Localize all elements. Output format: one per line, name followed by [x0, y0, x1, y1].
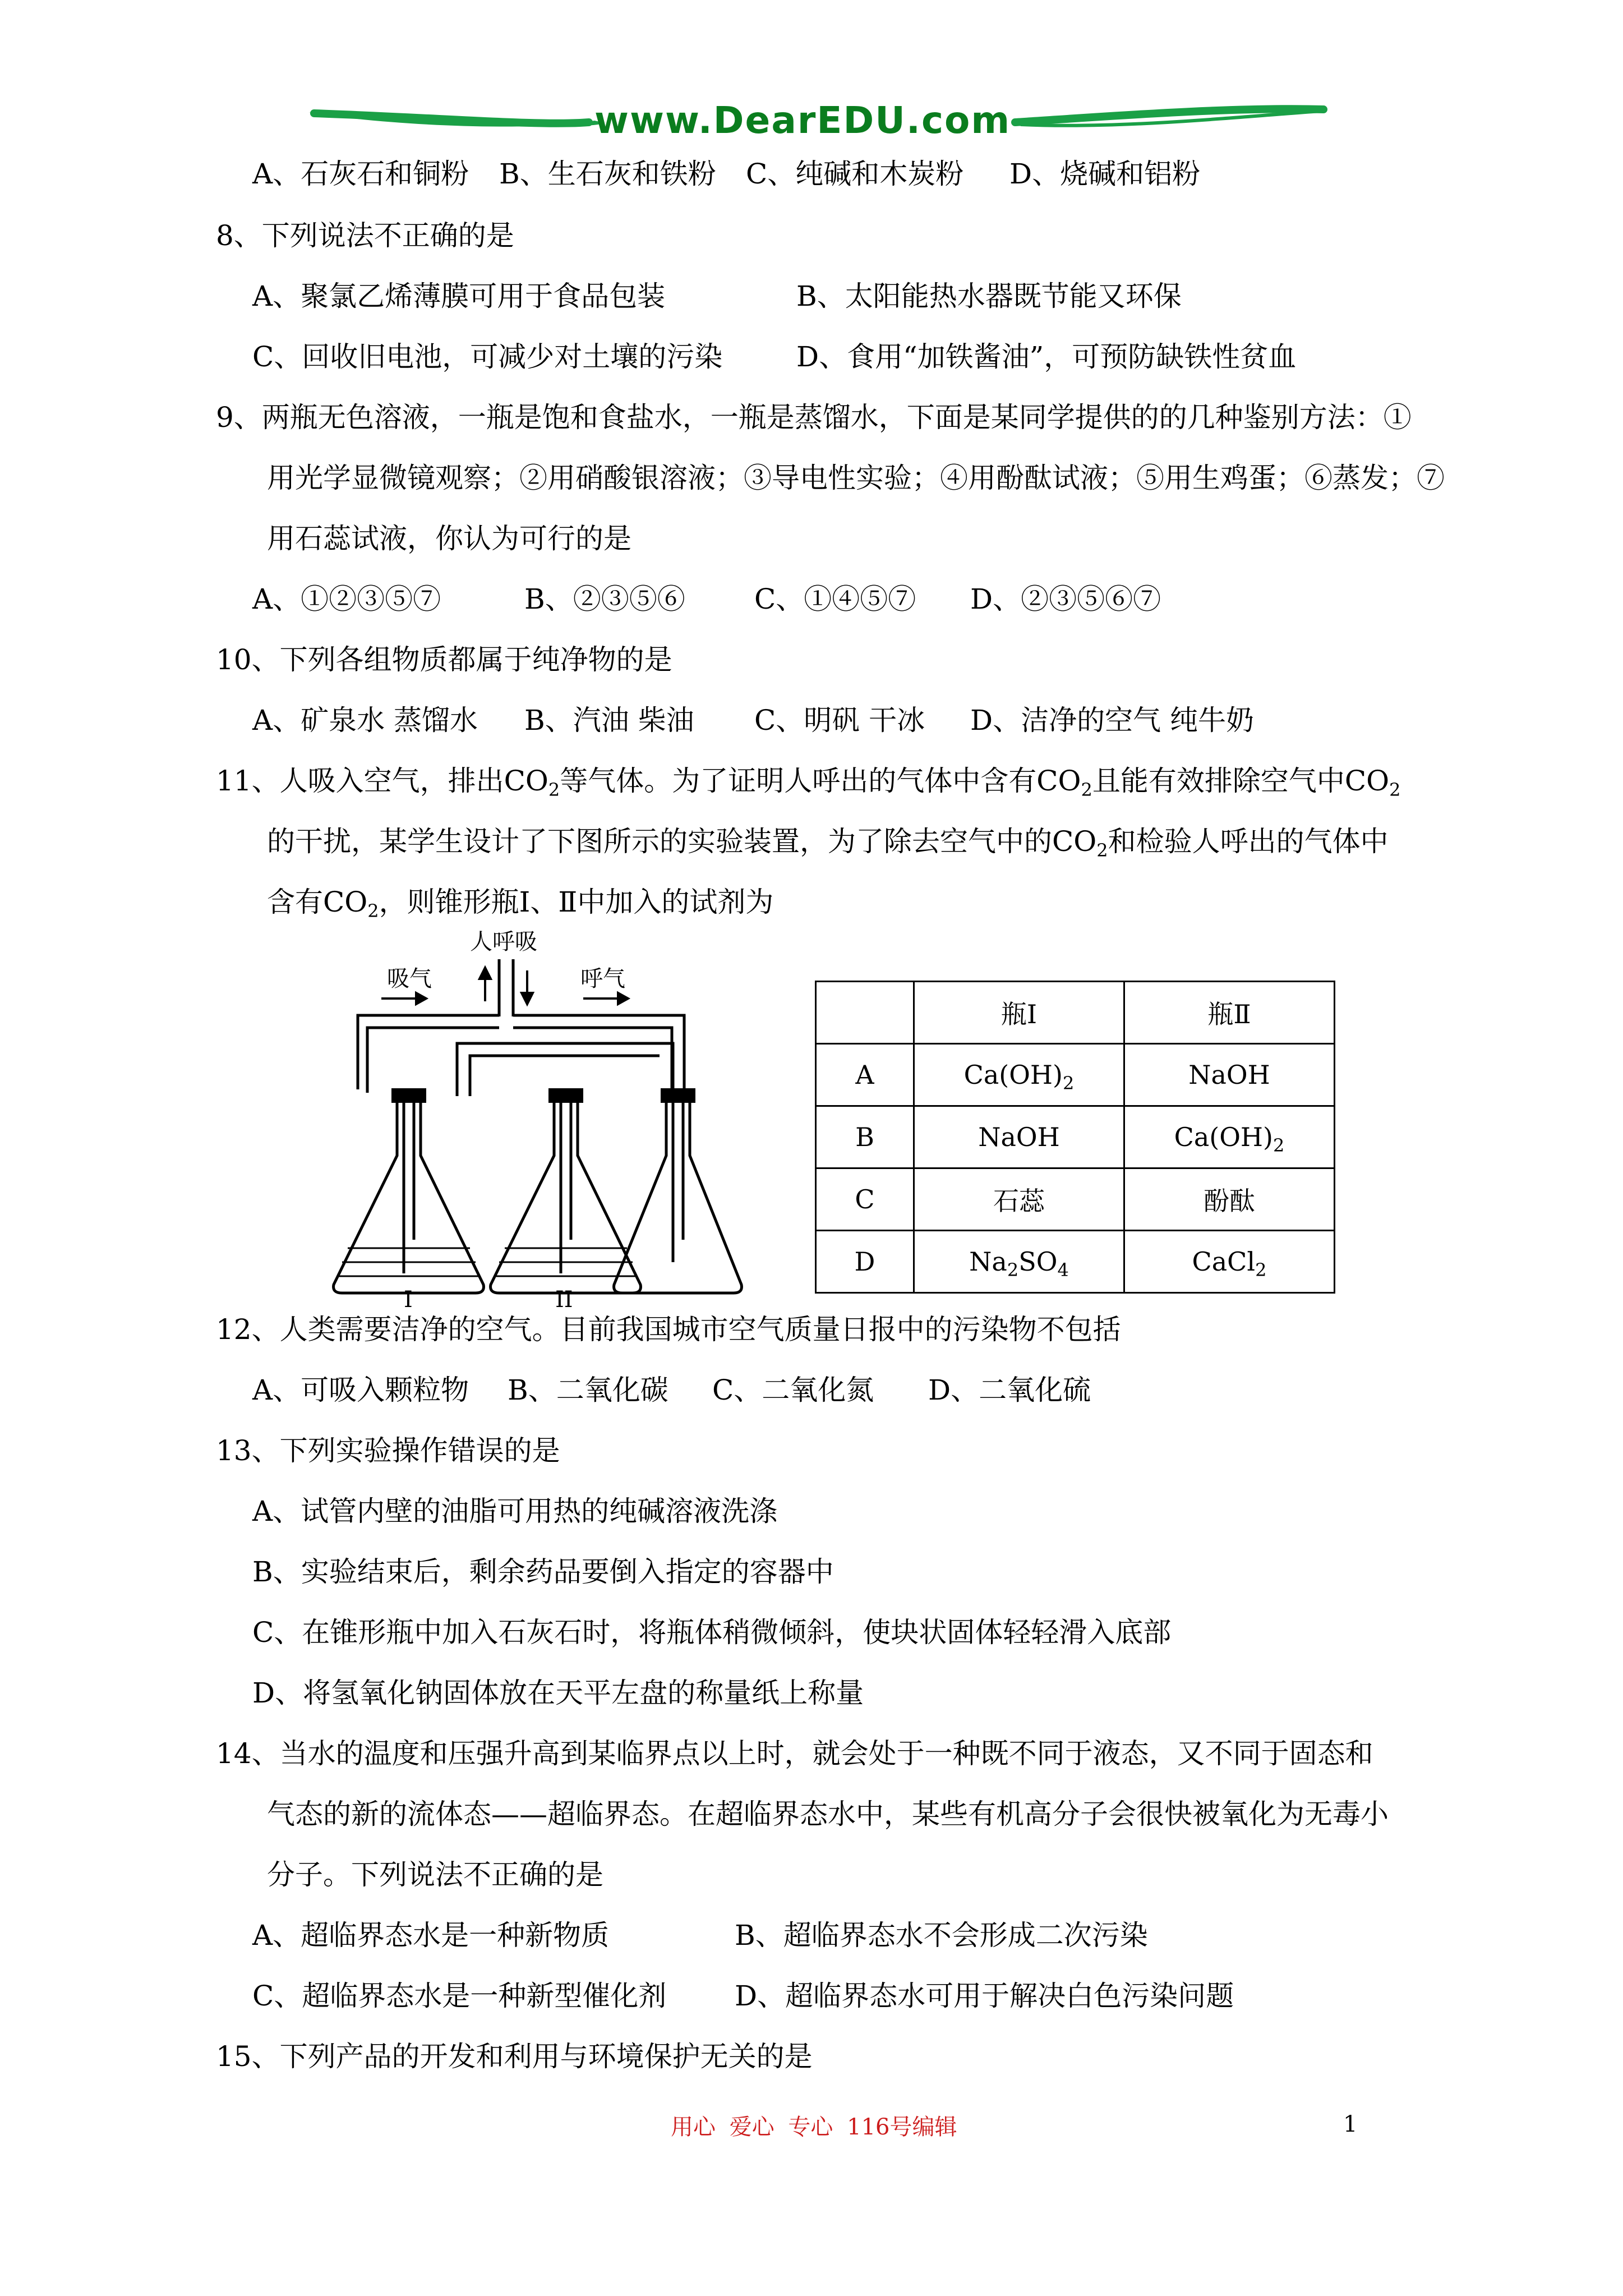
- q14-option-a: A、超临界态水是一种新物质: [252, 1919, 610, 1952]
- q14-line-3: 分子。下列说法不正确的是: [267, 1858, 603, 1891]
- table-cell-key: C: [816, 1168, 914, 1231]
- subscript: 2: [1389, 779, 1401, 800]
- q12-option-b: B、二氧化碳: [508, 1374, 668, 1406]
- formula: Ca(OH): [963, 1060, 1063, 1090]
- q11-text: 的干扰，某学生设计了下图所示的实验装置，为了除去空气中的CO: [267, 825, 1097, 858]
- table-cell-key: A: [816, 1044, 914, 1106]
- q14-option-b: B、超临界态水不会形成二次污染: [735, 1919, 1148, 1952]
- q13-option-c: C、在锥形瓶中加入石灰石时，将瓶体稍微倾斜，使块状固体轻轻滑入底部: [252, 1616, 1172, 1649]
- subscript: 2: [1007, 1259, 1019, 1281]
- table-row: [816, 1106, 1335, 1168]
- table-cell: 酚酞: [1124, 1168, 1335, 1231]
- subscript: 2: [548, 779, 560, 800]
- table-cell: [914, 1044, 1124, 1106]
- exhale-arrowhead: [618, 993, 628, 1004]
- q11-line-3: [267, 885, 774, 922]
- q14-option-c: C、超临界态水是一种新型催化剂: [252, 1980, 667, 2012]
- q11-text: 等气体。为了证明人呼出的气体中含有CO: [560, 765, 1081, 797]
- table-row: [816, 1231, 1335, 1293]
- q13-option-a: A、试管内壁的油脂可用热的纯碱溶液洗涤: [252, 1495, 778, 1527]
- q11-text: 和检验人呼出的气体中: [1108, 825, 1389, 858]
- q9-line-1: 9、两瓶无色溶液，一瓶是饱和食盐水，一瓶是蒸馏水，下面是某同学提供的的几种鉴别方法：①: [216, 401, 1412, 434]
- table-cell: [1124, 1106, 1335, 1168]
- q12-option-a: A、可吸入颗粒物: [252, 1374, 469, 1406]
- site-title: www.DearEDU.com: [594, 99, 1011, 142]
- table-header-cell: 瓶Ⅰ: [914, 982, 1124, 1044]
- table-row: [816, 1168, 1335, 1231]
- subscript: 2: [1081, 779, 1092, 800]
- formula: CaCl: [1192, 1246, 1256, 1277]
- inhale-label: 吸气: [387, 966, 432, 992]
- q12-option-c: C、二氧化氮: [712, 1374, 874, 1406]
- q11-text: 11、人吸入空气，排出CO: [216, 765, 548, 797]
- formula: Ca(OH): [1174, 1122, 1273, 1152]
- q8-option-c: C、回收旧电池，可减少对土壤的污染: [252, 341, 723, 373]
- inhale-arrowhead: [416, 993, 426, 1004]
- q9-option-c: C、①④⑤⑦: [754, 583, 916, 615]
- table-cell: 石蕊: [914, 1168, 1124, 1231]
- q14-option-d: D、超临界态水可用于解决白色污染问题: [735, 1980, 1234, 2012]
- stopper-3: [661, 1088, 695, 1103]
- flask-3: [614, 1101, 742, 1293]
- flask-2-label: II: [555, 1287, 573, 1307]
- footer-text: 用心 爱心 专心 116号编辑: [671, 2114, 957, 2140]
- q12-options: [252, 1373, 1091, 1407]
- q7-option-c: C、纯碱和木炭粉: [746, 158, 964, 190]
- q8-option-b: B、太阳能热水器既节能又环保: [796, 280, 1182, 312]
- breath-in-arrowhead: [479, 968, 491, 979]
- stopper-1: [391, 1088, 426, 1103]
- table-cell-key: D: [816, 1231, 914, 1293]
- flask-2: [491, 1101, 641, 1293]
- q13-option-b: B、实验结束后，剩余药品要倒入指定的容器中: [252, 1556, 834, 1588]
- q13-option-d: D、将氢氧化钠固体放在天平左盘的称量纸上称量: [252, 1677, 864, 1709]
- q9-line-2: 用光学显微镜观察；②用硝酸银溶液；③导电性实验；④用酚酞试液；⑤用生鸡蛋；⑥蒸发；⑦: [267, 462, 1445, 494]
- table-row: [816, 1044, 1335, 1106]
- table-cell: [1124, 1044, 1335, 1106]
- q7-options: [252, 157, 1200, 191]
- table-cell: [914, 1106, 1124, 1168]
- flask-1-label: I: [404, 1287, 413, 1307]
- lower-pipe: [457, 1043, 673, 1096]
- q8-option-a: A、聚氯乙烯薄膜可用于食品包装: [252, 280, 666, 312]
- reagent-table: [815, 981, 1335, 1294]
- formula: Na: [969, 1246, 1007, 1277]
- q11-text: 且能有效排除空气中CO: [1092, 765, 1390, 797]
- subscript: 4: [1057, 1259, 1069, 1281]
- table-cell: [1124, 1231, 1335, 1293]
- table-cell-key: B: [816, 1106, 914, 1168]
- table-cell: [914, 1231, 1124, 1293]
- q10-option-b: B、汽油 柴油: [524, 704, 694, 737]
- q11-text: ，则锥形瓶Ⅰ、Ⅱ中加入的试剂为: [379, 886, 774, 918]
- q11-line-1: [216, 764, 1400, 798]
- q14-line-2: 气态的新的流体态——超临界态。在超临界态水中，某些有机高分子会很快被氧化为无毒小: [267, 1798, 1389, 1830]
- formula: SO: [1018, 1246, 1058, 1277]
- formula: NaOH: [1188, 1060, 1270, 1090]
- q11-text: 含有CO: [267, 886, 368, 918]
- q10-option-c: C、明矾 干冰: [754, 704, 925, 737]
- q10-option-d: D、洁净的空气 纯牛奶: [970, 704, 1254, 737]
- stopper-2: [548, 1088, 583, 1103]
- q10-options: [252, 703, 1254, 737]
- subscript: 2: [1096, 840, 1108, 861]
- q8-stem: 8、下列说法不正确的是: [216, 219, 514, 252]
- apparatus-diagram: [292, 926, 796, 1307]
- exhale-label: 呼气: [580, 966, 625, 992]
- q10-stem: 10、下列各组物质都属于纯净物的是: [216, 643, 672, 676]
- subscript: 2: [1272, 1135, 1285, 1156]
- q14-line-1: 14、当水的温度和压强升高到某临界点以上时，就会处于一种既不同于液态，又不同于固态和: [216, 1737, 1373, 1770]
- q9-option-d: D、②③⑤⑥⑦: [970, 583, 1161, 615]
- q9-option-b: B、②③⑤⑥: [524, 583, 685, 615]
- table-header-row: [816, 982, 1335, 1044]
- q11-line-2: [267, 825, 1389, 861]
- breath-out-arrowhead: [522, 993, 533, 1004]
- flask-2-liquid: [495, 1248, 636, 1276]
- q7-option-b: B、生石灰和铁粉: [499, 158, 716, 190]
- q7-option-a: A、石灰石和铜粉: [252, 158, 469, 190]
- page-number: 1: [1343, 2111, 1358, 2137]
- q12-option-d: D、二氧化硫: [928, 1374, 1091, 1406]
- q7-option-d: D、烧碱和铝粉: [1009, 158, 1201, 190]
- q9-options: [252, 582, 1161, 616]
- breath-label: 人呼吸: [470, 929, 537, 955]
- q9-option-a: A、①②③⑤⑦: [252, 583, 441, 615]
- subscript: 2: [1062, 1073, 1075, 1094]
- q9-line-3: 用石蕊试液，你认为可行的是: [267, 522, 631, 555]
- q10-option-a: A、矿泉水 蒸馏水: [252, 704, 478, 737]
- q15-stem: 15、下列产品的开发和利用与环境保护无关的是: [216, 2040, 813, 2073]
- flask-1: [334, 1101, 484, 1293]
- formula: NaOH: [978, 1122, 1060, 1152]
- q12-stem: 12、人类需要洁净的空气。目前我国城市空气质量日报中的污染物不包括: [216, 1313, 1121, 1346]
- flask-1-liquid: [338, 1248, 479, 1276]
- q8-option-d: D、食用“加铁酱油”，可预防缺铁性贫血: [796, 341, 1297, 373]
- q13-stem: 13、下列实验操作错误的是: [216, 1434, 560, 1467]
- table-header-cell: 瓶Ⅱ: [1124, 982, 1335, 1044]
- upper-pipe-inner: [367, 1028, 672, 1094]
- table-header-cell: [816, 982, 914, 1044]
- subscript: 2: [367, 900, 379, 922]
- subscript: 2: [1255, 1259, 1267, 1281]
